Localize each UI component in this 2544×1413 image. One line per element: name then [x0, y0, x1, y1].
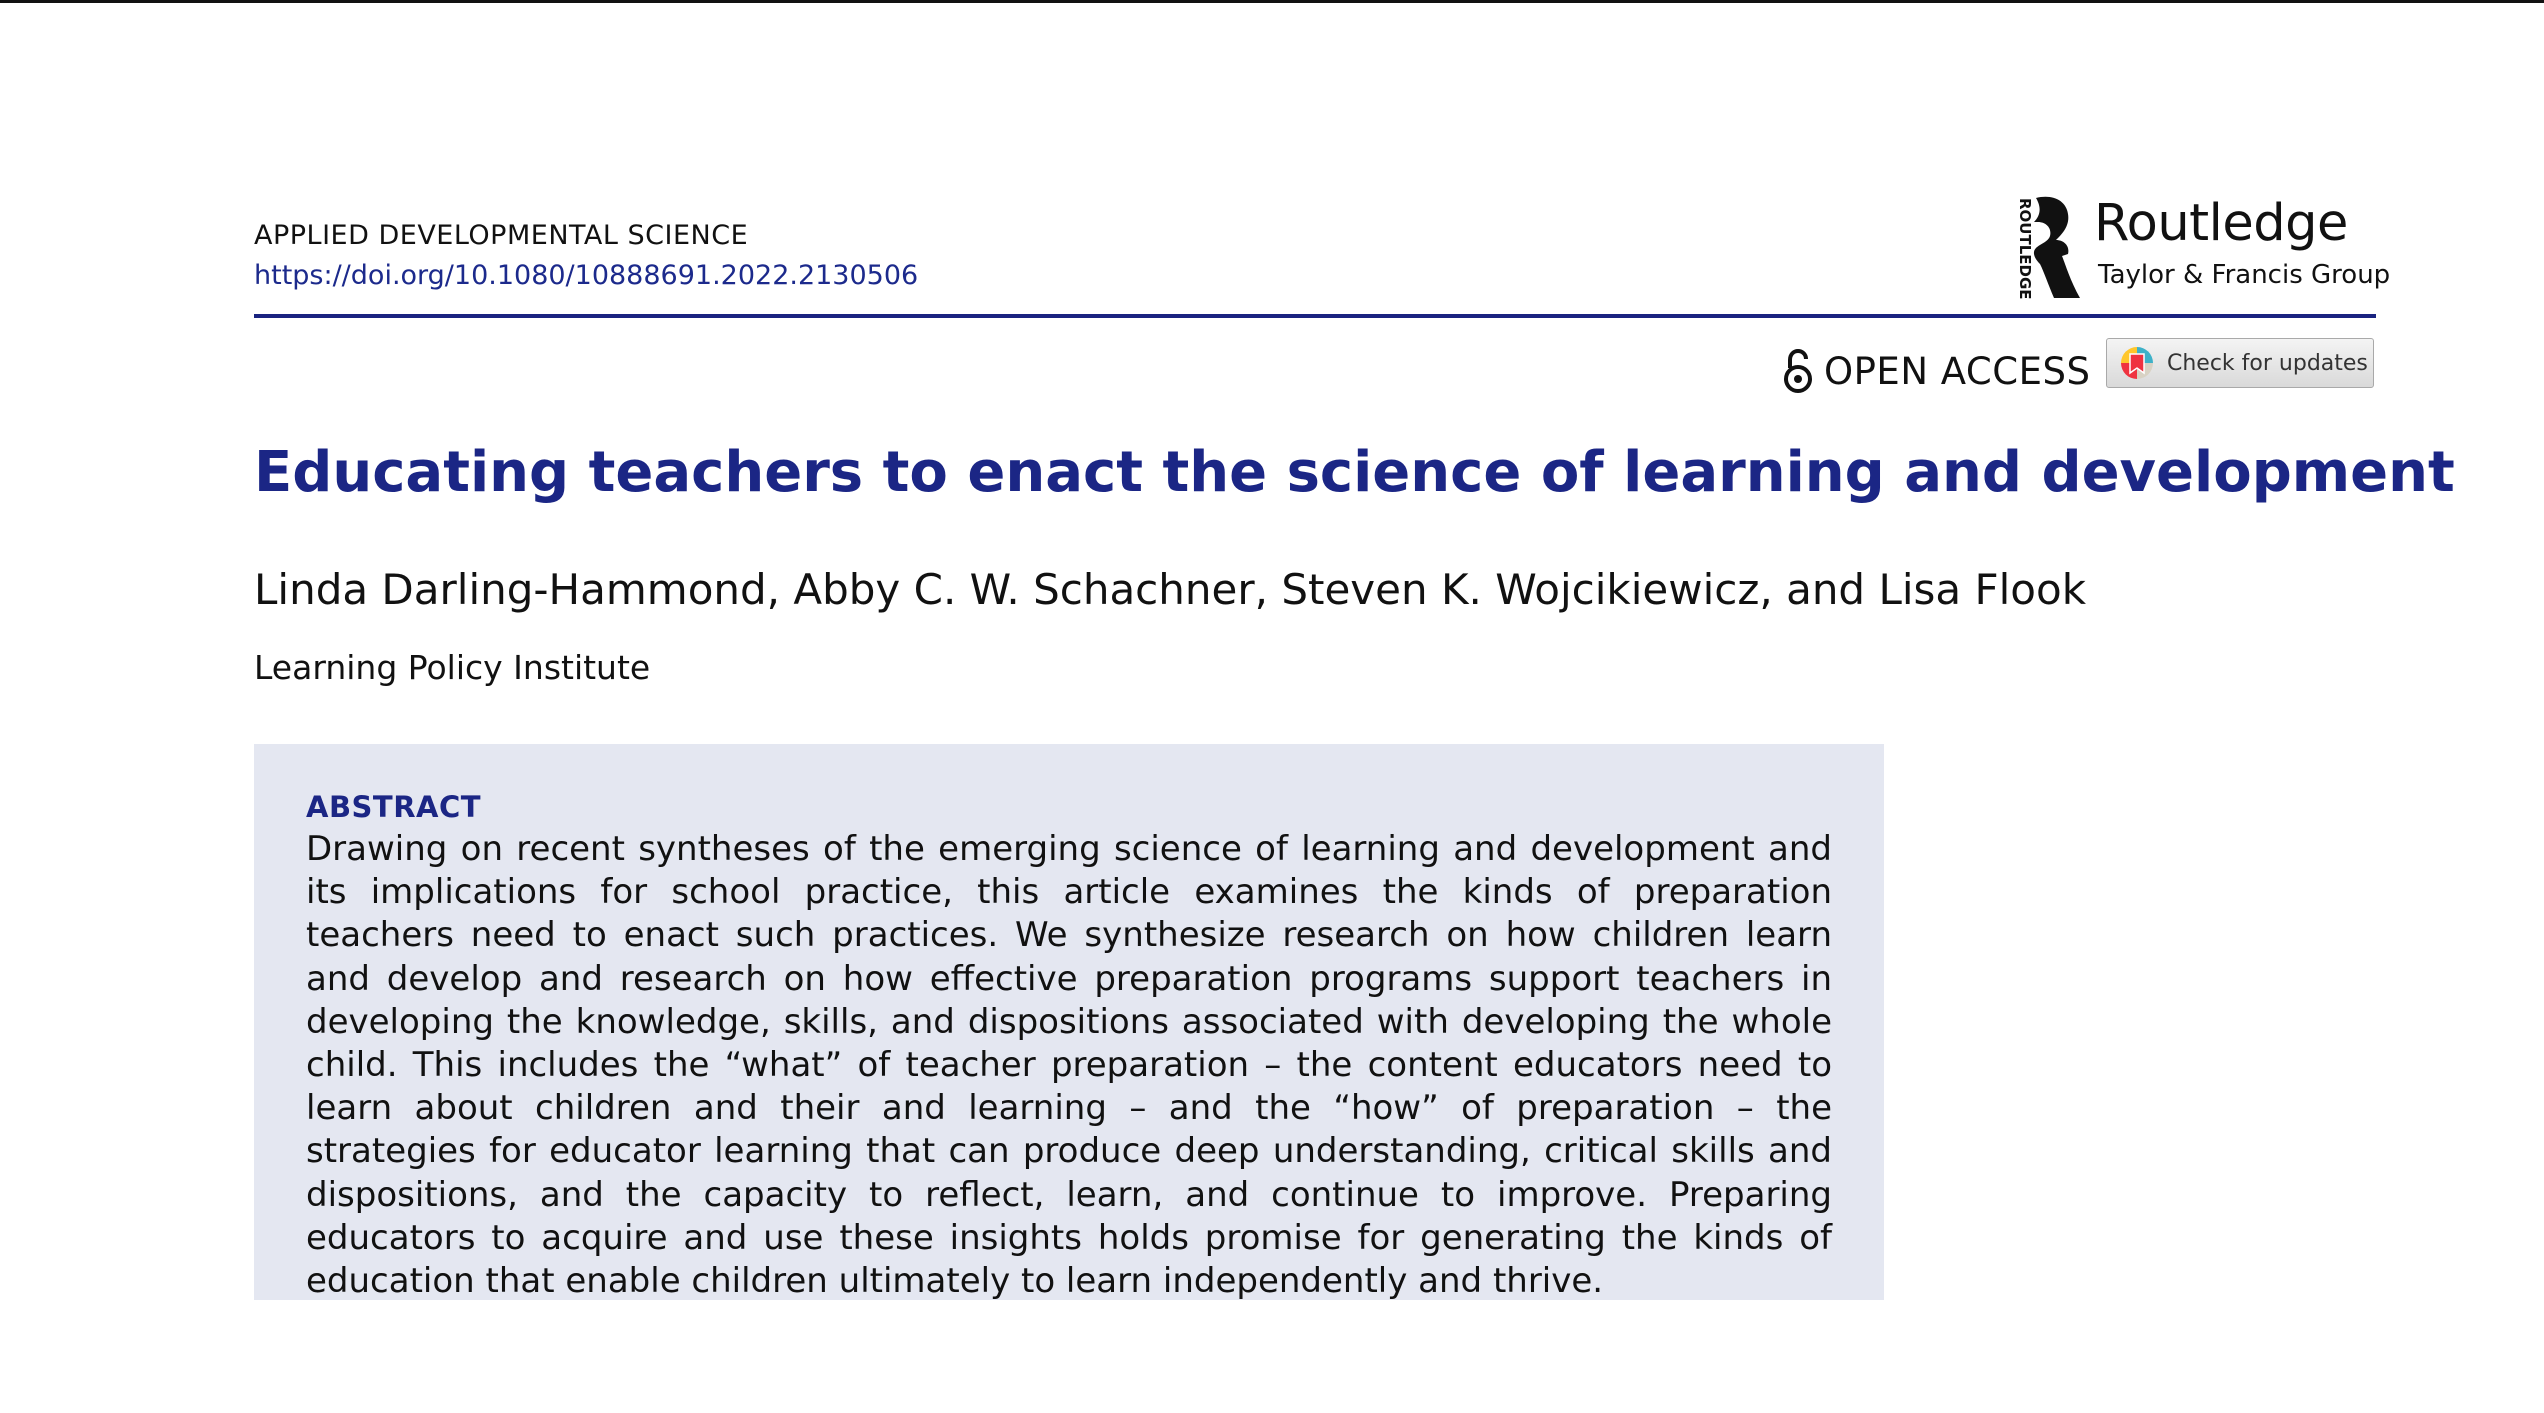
publisher-group: Taylor & Francis Group — [2098, 260, 2391, 290]
check-for-updates-label: Check for updates — [2167, 350, 2368, 376]
open-lock-icon — [1782, 348, 1814, 394]
publisher-logo[interactable] — [2004, 194, 2391, 304]
doi-link[interactable]: https://doi.org/10.1080/10888691.2022.2130506 — [254, 260, 919, 291]
abstract-box — [254, 744, 1884, 1300]
header-divider — [254, 314, 2376, 318]
open-access-label: OPEN ACCESS — [1824, 349, 2091, 393]
routledge-head-icon — [2026, 194, 2082, 300]
author-list: Linda Darling-Hammond, Abby C. W. Schachner, Steven K. Wojcikiewicz, and Lisa Flook — [254, 565, 2087, 614]
crossmark-icon — [2119, 345, 2155, 381]
publisher-name: Routledge — [2094, 194, 2348, 253]
article-title: Educating teachers to enact the science of learning and development — [254, 440, 2455, 505]
logo-vertical-label: ROUTLEDGE — [2016, 198, 2034, 300]
affiliation: Learning Policy Institute — [254, 648, 651, 687]
journal-name: APPLIED DEVELOPMENTAL SCIENCE — [254, 220, 749, 251]
abstract-text: Drawing on recent syntheses of the emerging science of learning and development and its implications for school practice, this article examines the kinds of preparation teachers need to enact such practices. We synthesize research on how children learn and develop and research on how effective preparation programs support teachers in developing the knowledge, skills, and dispositions associated with developing the whole child. This includes the “what” of teacher preparation – the content educators need to learn about children and their and learning – and the “how” of preparation – the strategies for educator learning that can produce deep understanding, critical skills and dispositions, and the capacity to reflect, learn, and continue to improve. Preparing educators to acquire and use these insights holds promise for generating the kinds of education that enable children ultimately to learn independently and thrive. — [306, 829, 1832, 1302]
top-border — [0, 0, 2544, 3]
open-access-badge — [1782, 348, 2090, 394]
abstract-heading: ABSTRACT — [306, 790, 482, 824]
logo-vertical-text — [2004, 196, 2034, 300]
check-for-updates-button[interactable] — [2106, 338, 2374, 388]
